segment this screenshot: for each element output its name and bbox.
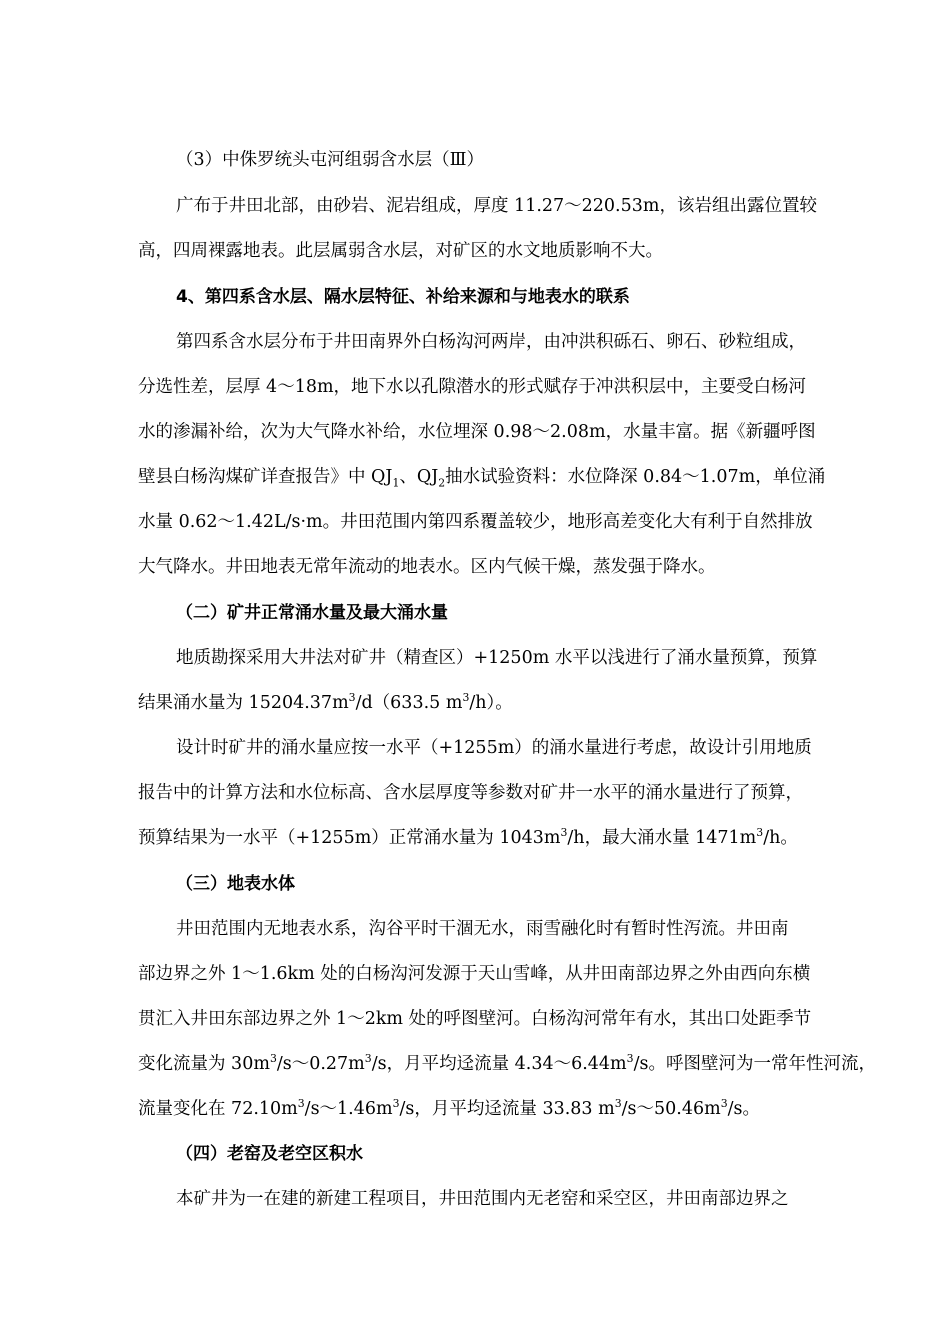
section-heading-4-old-kiln: （四）老窑及老空区积水 xyxy=(176,1144,363,1164)
text-run: 、QJ xyxy=(399,467,439,487)
text-run: 预算结果为一水平（+1255m）正常涌水量为 1043m xyxy=(138,828,561,848)
text-run: /s～0.27m xyxy=(276,1054,365,1074)
text-run: /s。 xyxy=(727,1099,760,1119)
paragraph-line: 设计时矿井的涌水量应按一水平（+1255m）的涌水量进行考虑，故设计引用地质 xyxy=(176,738,812,758)
superscript: 3 xyxy=(392,1097,400,1111)
superscript: 3 xyxy=(626,1052,634,1066)
paragraph-line: 报告中的计算方法和水位标高、含水层厚度等参数对矿井一水平的涌水量进行了预算， xyxy=(138,783,803,803)
subscript: 2 xyxy=(438,476,446,490)
paragraph-line: 大气降水。井田地表无常年流动的地表水。区内气候干燥，蒸发强于降水。 xyxy=(138,557,716,577)
superscript: 3 xyxy=(269,1052,277,1066)
text-run: /d（633.5 m xyxy=(355,693,463,713)
text-run: 流量变化在 72.10m xyxy=(138,1099,298,1119)
section-heading-3: （3）中侏罗统头屯河组弱含水层（Ⅲ） xyxy=(176,150,485,170)
text-run: 结果涌水量为 15204.37m xyxy=(138,693,349,713)
paragraph-line: 高，四周裸露地表。此层属弱含水层，对矿区的水文地质影响不大。 xyxy=(138,241,663,261)
text-run: /s。呼图壁河为一常年性河流， xyxy=(633,1054,876,1074)
superscript: 3 xyxy=(560,826,568,840)
text-run: /s，月平均迳流量 4.34～6.44m xyxy=(371,1054,627,1074)
text-run: 抽水试验资料：水位降深 0.84～1.07m，单位涌 xyxy=(445,467,826,487)
text-run: /s，月平均迳流量 33.83 m xyxy=(399,1099,615,1119)
paragraph-line: 井田范围内无地表水系，沟谷平时干涸无水，雨雪融化时有暂时性泻流。井田南 xyxy=(176,919,789,939)
paragraph-line xyxy=(138,465,825,489)
superscript: 3 xyxy=(364,1052,372,1066)
text-run: /h。 xyxy=(763,828,798,848)
paragraph-line: 第四系含水层分布于井田南界外白杨沟河两岸，由冲洪积砾石、卵石、砂粒组成， xyxy=(176,332,806,352)
paragraph-line xyxy=(138,826,798,850)
paragraph-line xyxy=(138,1052,876,1076)
superscript: 3 xyxy=(720,1097,728,1111)
text-run: 壁县白杨沟煤矿详查报告》中 QJ xyxy=(138,467,393,487)
section-heading-4: 4、第四系含水层、隔水层特征、补给来源和与地表水的联系 xyxy=(176,287,630,307)
subscript: 1 xyxy=(392,476,400,490)
paragraph-line: 分选性差，层厚 4～18m，地下水以孔隙潜水的形式赋存于冲洪积层中，主要受白杨河 xyxy=(138,377,807,397)
paragraph-line: 部边界之外 1～1.6km 处的白杨沟河发源于天山雪峰，从井田南部边界之外由西向东横 xyxy=(138,964,811,984)
paragraph-line: 本矿井为一在建的新建工程项目，井田范围内无老窑和采空区，井田南部边界之 xyxy=(176,1189,789,1209)
section-heading-3-surface-water: （三）地表水体 xyxy=(176,874,295,894)
text-run: /s～50.46m xyxy=(621,1099,721,1119)
superscript: 3 xyxy=(348,691,356,705)
paragraph-line: 水量 0.62～1.42L/s·m。井田范围内第四系覆盖较少，地形高差变化大有利于自然排放 xyxy=(138,512,813,532)
text-run: /h，最大涌水量 1471m xyxy=(567,828,757,848)
paragraph-line: 地质勘探采用大井法对矿井（精查区）+1250m 水平以浅进行了涌水量预算，预算 xyxy=(176,648,818,668)
paragraph-line xyxy=(138,1097,760,1121)
superscript: 3 xyxy=(614,1097,622,1111)
paragraph-line: 贯汇入井田东部边界之外 1～2km 处的呼图壁河。白杨沟河常年有水，其出口处距季节 xyxy=(138,1009,812,1029)
text-run: /s～1.46m xyxy=(304,1099,393,1119)
superscript: 3 xyxy=(462,691,470,705)
paragraph-line: 广布于井田北部，由砂岩、泥岩组成，厚度 11.27～220.53m，该岩组出露位置较 xyxy=(176,196,817,216)
superscript: 3 xyxy=(297,1097,305,1111)
paragraph-line xyxy=(138,691,513,715)
superscript: 3 xyxy=(756,826,764,840)
section-heading-2: （二）矿井正常涌水量及最大涌水量 xyxy=(176,603,448,623)
text-run: 变化流量为 30m xyxy=(138,1054,270,1074)
text-run: /h）。 xyxy=(469,693,513,713)
paragraph-line: 水的渗漏补给，次为大气降水补给，水位埋深 0.98～2.08m，水量丰富。据《新疆呼图 xyxy=(138,422,816,442)
